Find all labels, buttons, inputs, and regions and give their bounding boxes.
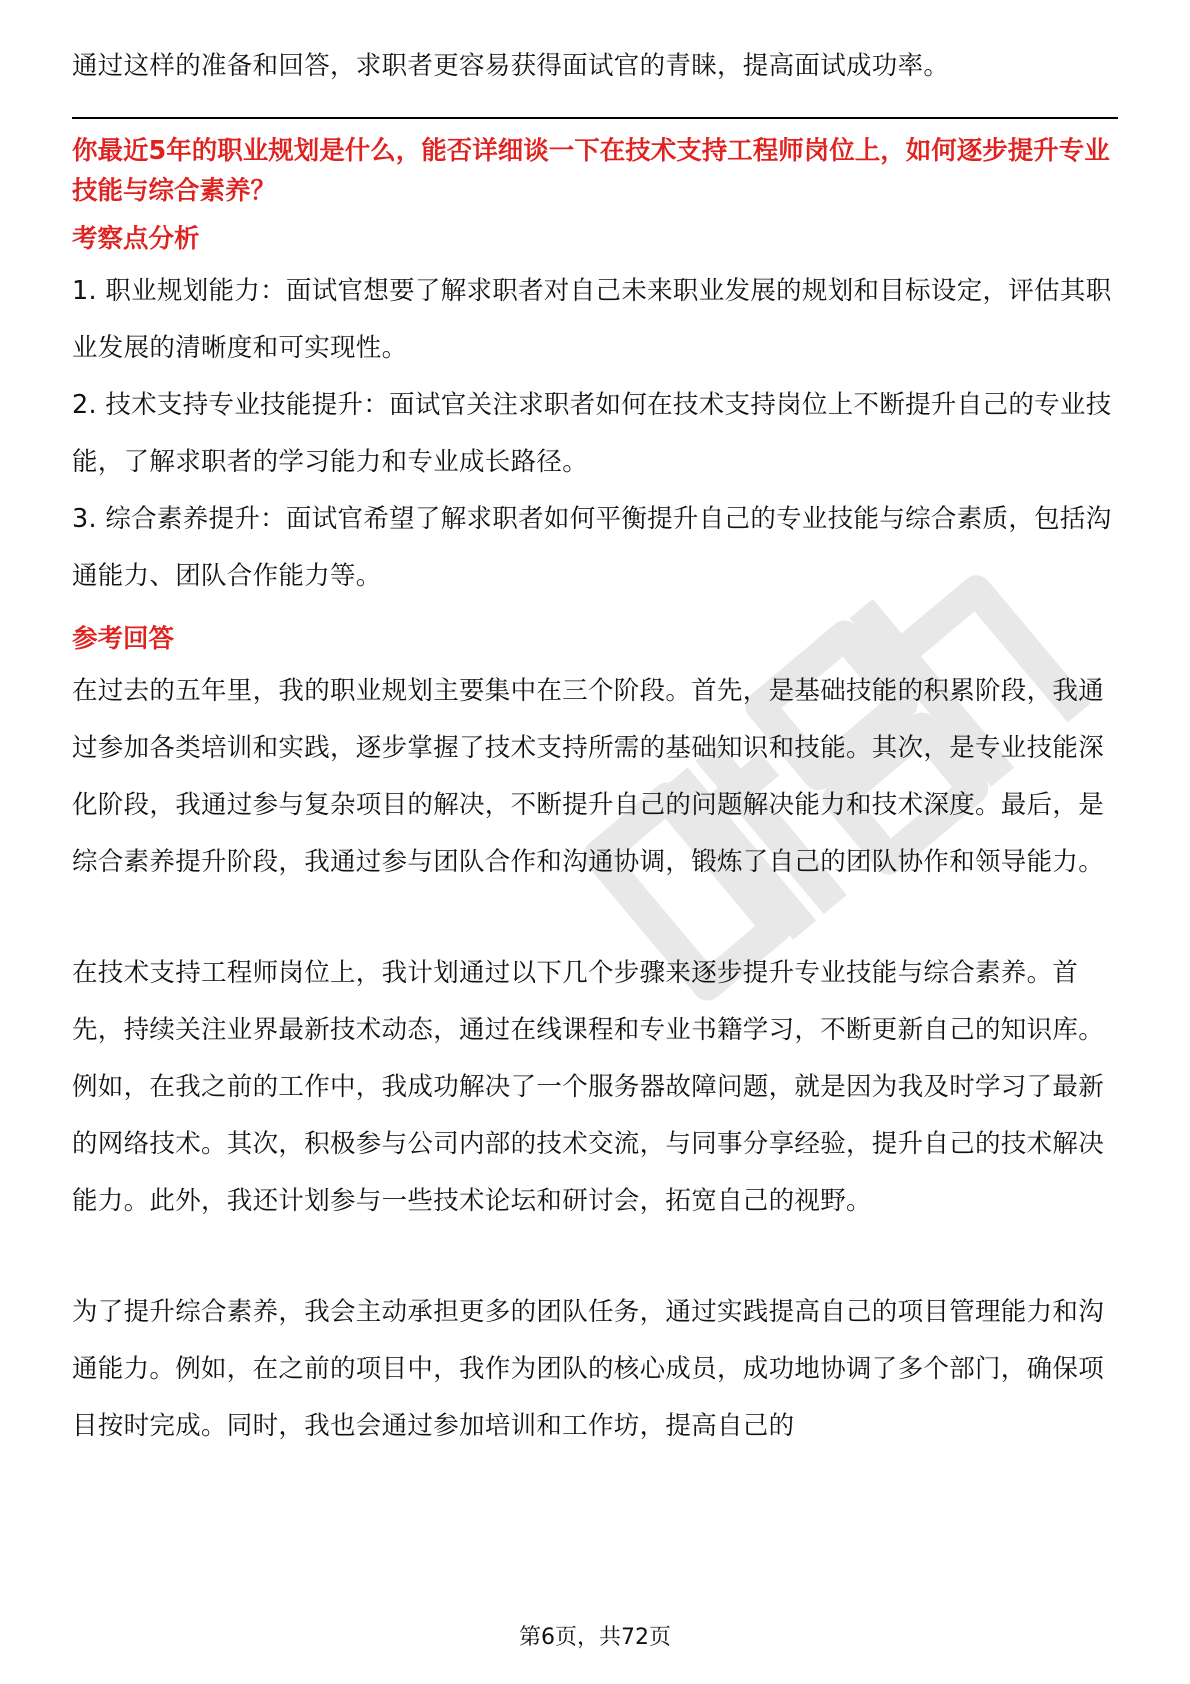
question-heading: 你最近5年的职业规划是什么，能否详细谈一下在技术支持工程师岗位上，如何逐步提升专业技能与综合素养？: [72, 136, 1110, 206]
answer-heading: 参考回答: [72, 624, 175, 654]
page-number: 第6页，共72页: [519, 1625, 671, 1650]
analysis-item: 1. 职业规划能力：面试官想要了解求职者对自己未来职业发展的规划和目标设定，评估其职业发展的清晰度和可实现性。: [72, 276, 1112, 363]
answer-paragraph: 为了提升综合素养，我会主动承担更多的团队任务，通过实践提高自己的项目管理能力和沟通能力。例如，在之前的项目中，我作为团队的核心成员，成功地协调了多个部门，确保项目按时完成。同时，我也会通过参加培训和工作坊，提高自己的: [72, 1297, 1105, 1441]
intro-paragraph: 通过这样的准备和回答，求职者更容易获得面试官的青睐，提高面试成功率。: [72, 51, 950, 81]
content: [72, 38, 1118, 1455]
answer-paragraph: 在技术支持工程师岗位上，我计划通过以下几个步骤来逐步提升专业技能与综合素养。首先，持续关注业界最新技术动态，通过在线课程和专业书籍学习，不断更新自己的知识库。例如，在我之前的工作中，我成功解决了一个服务器故障问题，就是因为我及时学习了最新的网络技术。其次，积极参与公司内部的技术交流，与同事分享经验，提升自己的技术解决能力。此外，我还计划参与一些技术论坛和研讨会，拓宽自己的视野。: [72, 958, 1105, 1216]
analysis-item: 3. 综合素养提升：面试官希望了解求职者如何平衡提升自己的专业技能与综合素质，包括沟通能力、团队合作能力等。: [72, 504, 1112, 591]
analysis-heading: 考察点分析: [72, 224, 200, 254]
analysis-item: 2. 技术支持专业技能提升：面试官关注求职者如何在技术支持岗位上不断提升自己的专业技能，了解求职者的学习能力和专业成长路径。: [72, 390, 1112, 477]
answer-paragraph: 在过去的五年里，我的职业规划主要集中在三个阶段。首先，是基础技能的积累阶段，我通过参加各类培训和实践，逐步掌握了技术支持所需的基础知识和技能。其次，是专业技能深化阶段，我通过参与复杂项目的解决，不断提升自己的问题解决能力和技术深度。最后，是综合素养提升阶段，我通过参与团队合作和沟通协调，锻炼了自己的团队协作和领导能力。: [72, 676, 1105, 877]
divider: [72, 117, 1118, 119]
